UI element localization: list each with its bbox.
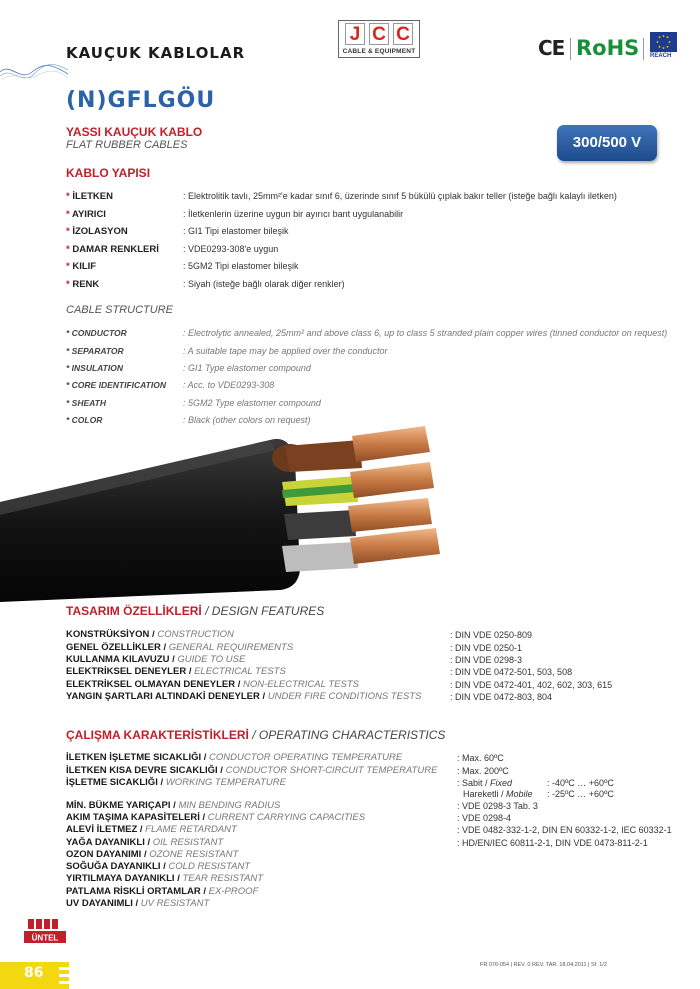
spec-value: : İletkenlerin üzerine uygun bir ayırıcı bant uygulanabilir xyxy=(183,209,404,219)
design-row: KONSTRÜKSİYON / CONSTRUCTION xyxy=(66,629,234,640)
document-reference: FR 076-054 | REV. 0 REV. TAR. 18.04.2011 | Sf. 1/2 xyxy=(480,962,607,968)
page-number: 86 xyxy=(24,965,44,981)
spec-key: CORE IDENTIFICATION xyxy=(71,380,166,390)
operating-row: SOĞUĞA DAYANIKLI / COLD RESISTANT xyxy=(66,861,251,872)
operating-row: PATLAMA RİSKLİ ORTAMLAR / EX-PROOF xyxy=(66,886,259,897)
design-title: TASARIM ÖZELLİKLERİ / DESIGN FEATURES xyxy=(66,604,325,618)
logo-letter: J xyxy=(345,23,365,45)
product-title-en: FLAT RUBBER CABLES xyxy=(66,139,188,151)
design-value: : DIN VDE 0298-3 xyxy=(450,655,523,665)
design-row: ELEKTRİKSEL OLMAYAN DENEYLER / NON-ELECTRICAL TESTS xyxy=(66,679,359,690)
spec-key: DAMAR RENKLERİ xyxy=(72,244,159,255)
spec-value: : GI1 Type elastomer compound xyxy=(183,363,311,373)
decorative-wave xyxy=(0,60,70,90)
design-value: : DIN VDE 0250-1 xyxy=(450,643,523,653)
operating-value: : HD/EN/IEC 60811-2-1, DIN VDE 0473-811-2-1 xyxy=(457,838,648,848)
spec-key: SEPARATOR xyxy=(71,346,124,356)
working-temp-fixed-value: : -40ºC … +60ºC xyxy=(547,778,614,788)
working-temp-mobile-value: : -25ºC … +60ºC xyxy=(547,789,614,799)
design-row: KULLANMA KILAVUZU / GUIDE TO USE xyxy=(66,654,246,665)
design-value: : DIN VDE 0472-401, 402, 602, 303, 615 xyxy=(450,680,613,690)
ce-mark: CE xyxy=(538,36,565,60)
spec-value: : Black (other colors on request) xyxy=(183,415,311,425)
spec-key: AYIRICI xyxy=(71,209,106,220)
structure-title-tr: KABLO YAPISI xyxy=(66,166,151,180)
structure-title-en: CABLE STRUCTURE xyxy=(66,304,173,316)
reach-label: REACH xyxy=(650,53,672,59)
spec-key: İZOLASYON xyxy=(72,226,128,237)
operating-row: İLETKEN KISA DEVRE SICAKLIĞI / CONDUCTOR SHORT-CIRCUIT TEMPERATURE xyxy=(66,765,438,776)
operating-value: : Max. 200ºC xyxy=(457,766,509,776)
catalog-category: KAUÇUK KABLOLAR xyxy=(66,44,246,62)
spec-key: CONDUCTOR xyxy=(71,328,127,338)
operating-row: YAĞA DAYANIKLI / OIL RESISTANT xyxy=(66,837,224,848)
operating-value: : VDE 0482-332-1-2, DIN EN 60332-1-2, IEC 60332-1 xyxy=(457,825,672,835)
operating-row: İLETKEN İŞLETME SICAKLIĞI / CONDUCTOR OPERATING TEMPERATURE xyxy=(66,752,403,763)
spec-key: KILIF xyxy=(72,261,97,272)
divider xyxy=(643,38,644,60)
product-title-tr: YASSI KAUÇUK KABLO xyxy=(66,125,203,139)
spec-key: COLOR xyxy=(71,415,103,425)
working-temp-fixed: : Sabit / Fixed xyxy=(457,778,513,788)
design-row: YANGIN ŞARTLARI ALTINDAKİ DENEYLER / UNDER FIRE CONDITIONS TESTS xyxy=(66,691,422,702)
brand-name: ÜNTEL xyxy=(31,933,59,943)
operating-row: ALEVİ İLETMEZ / FLAME RETARDANT xyxy=(66,824,237,835)
spec-value: : VDE0293-308'e uygun xyxy=(183,244,279,254)
product-code: (N)GFLGÖU xyxy=(66,88,216,113)
spec-value: : 5GM2 Type elastomer compound xyxy=(183,398,321,408)
logo-subtitle: CABLE & EQUIPMENT xyxy=(342,48,416,55)
spec-key: SHEATH xyxy=(71,398,106,408)
working-temp-mobile: Hareketli / Mobile xyxy=(463,789,533,799)
design-value: : DIN VDE 0250-809 xyxy=(450,630,533,640)
jcc-logo xyxy=(338,20,420,58)
spec-value: : GI1 Tipi elastomer bileşik xyxy=(183,226,289,236)
rohs-mark: RoHS xyxy=(576,36,640,60)
spec-key: RENK xyxy=(72,279,100,290)
operating-row: AKIM TAŞIMA KAPASİTELERİ / CURRENT CARRYING CAPACITIES xyxy=(66,812,366,823)
operating-row: UV DAYANIMLI / UV RESISTANT xyxy=(66,898,210,909)
voltage-badge: 300/500 V xyxy=(557,125,657,161)
spec-value: : A suitable tape may be applied over the conductor xyxy=(183,346,388,356)
operating-row: YIRTILMAYA DAYANIKLI / TEAR RESISTANT xyxy=(66,873,264,884)
spec-key: İLETKEN xyxy=(72,191,113,202)
spec-value: : Elektrolitik tavlı, 25mm²'e kadar sınıf 6, üzerinde sınıf 5 bükülü çıplak bakır teller (isteğe bağlı kalaylı iletken) xyxy=(183,191,617,201)
logo-letter: C xyxy=(369,23,389,45)
logo-letter: C xyxy=(393,23,413,45)
operating-value: : Max. 60ºC xyxy=(457,753,504,763)
spec-value: : Electrolytic annealed, 25mm² and above class 6, up to class 5 stranded plain copper wires (tinned conductor on request) xyxy=(183,328,668,338)
operating-row: MİN. BÜKME YARIÇAPI / MIN BENDING RADIUS xyxy=(66,800,281,811)
operating-row: İŞLETME SICAKLIĞI / WORKING TEMPERATURE xyxy=(66,777,286,788)
spec-key: INSULATION xyxy=(71,363,123,373)
untel-logo xyxy=(24,919,66,945)
divider xyxy=(570,38,571,60)
cable-illustration xyxy=(0,420,460,605)
spec-value: : 5GM2 Tipi elastomer bileşik xyxy=(183,261,299,271)
spec-value: : Siyah (isteğe bağlı olarak diğer renkler) xyxy=(183,279,345,289)
design-value: : DIN VDE 0472-803, 804 xyxy=(450,692,553,702)
design-row: ELEKTRİKSEL DENEYLER / ELECTRICAL TESTS xyxy=(66,666,286,677)
spec-value: : Acc. to VDE0293-308 xyxy=(183,380,275,390)
operating-value: : VDE 0298-4 xyxy=(457,813,512,823)
design-value: : DIN VDE 0472-501, 503, 508 xyxy=(450,667,573,677)
operating-value: : VDE 0298-3 Tab. 3 xyxy=(457,801,538,811)
page-tab-notch xyxy=(55,962,69,989)
design-row: GENEL ÖZELLİKLER / GENERAL REQUIREMENTS xyxy=(66,642,294,653)
operating-title: ÇALIŞMA KARAKTERİSTİKLERİ / OPERATING CHARACTERISTICS xyxy=(66,728,446,742)
eu-flag-icon xyxy=(650,32,677,52)
operating-row: OZON DAYANIMI / OZONE RESISTANT xyxy=(66,849,239,860)
